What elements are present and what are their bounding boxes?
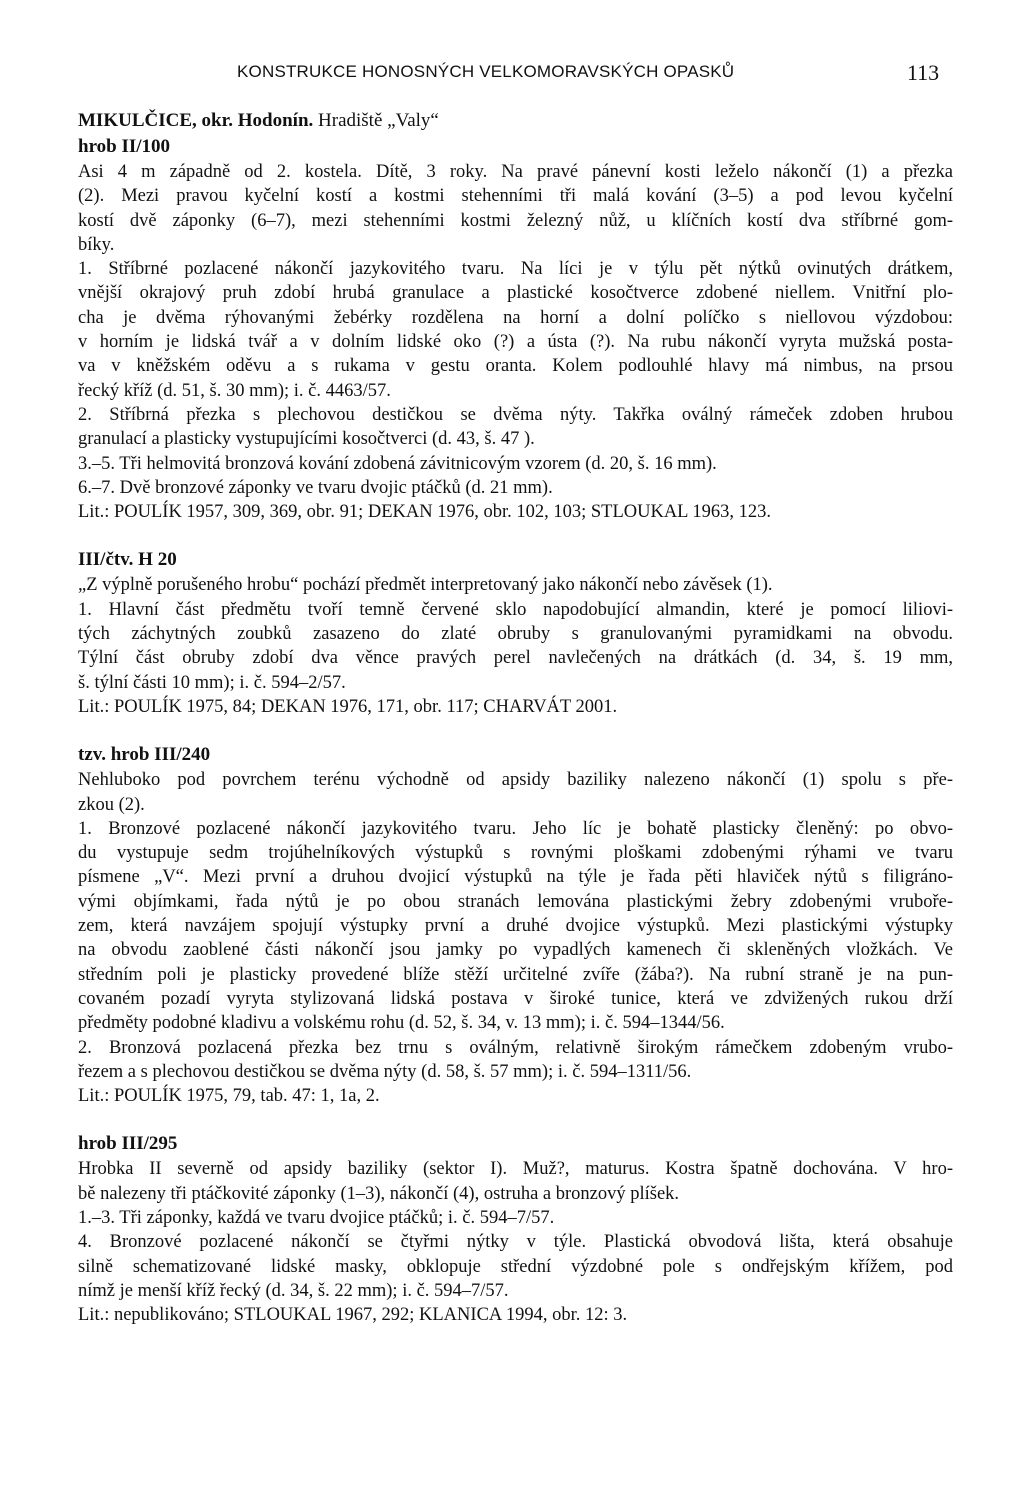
text-line: 1. Hlavní část předmětu tvoří temně červené sklo napodobující almandin, které je pomocí liliovi- xyxy=(78,599,953,620)
site-heading xyxy=(78,108,953,134)
text-line: vnější okrajový pruh zdobí hrubá granulace a plastické kosočtverce zdobené niellem. Vnitřní plo- xyxy=(78,283,953,304)
grave-heading: hrob III/295 xyxy=(78,1133,178,1155)
text-line: Lit.: POULÍK 1957, 309, 369, obr. 91; DEKAN 1976, obr. 102, 103; STLOUKAL 1963, 123. xyxy=(78,502,772,523)
text-line: du vystupuje sedm trojúhelníkových výstupků s rovnými ploškami zdobenými rýhami ve tvaru xyxy=(78,843,953,864)
text-line: řezem a s plechovou destičkou se dvěma nýty (d. 58, š. 57 mm); i. č. 594–1311/56. xyxy=(78,1061,692,1082)
text-line: va v kněžském oděvu a s rukama v gestu oranta. Kolem podlouhlé hlavy má nimbus, na prsou xyxy=(78,356,953,377)
catalog-entry-hrob-iii-295 xyxy=(78,1131,953,1327)
text-line: 2. Bronzová pozlacená přezka bez trnu s oválným, relativně širokým rámečkem zdobeným vrubo- xyxy=(78,1037,953,1058)
text-line: v horním je lidská tvář a v dolním lidské oko (?) a ústa (?). Na rubu nákončí vyryta mužská posta- xyxy=(78,332,953,353)
site-name: MIKULČICE, okr. Hodonín. xyxy=(78,110,314,131)
text-line: zkou (2). xyxy=(78,794,145,815)
text-line: š. týlní části 10 mm); i. č. 594–2/57. xyxy=(78,672,346,693)
catalog-entry-mikulcice xyxy=(78,108,953,524)
text-line: vými objímkami, řada nýtů je po obou stranách lemována plastickými žebry zdobenými vruboře- xyxy=(78,891,953,912)
page-number: 113 xyxy=(907,60,940,85)
running-head: KONSTRUKCE HONOSNÝCH VELKOMORAVSKÝCH OPASKŮ xyxy=(237,62,735,81)
text-line: Hrobka II severně od apsidy baziliky (sektor I). Muž?, maturus. Kostra špatně dochována. V hro- xyxy=(78,1159,953,1180)
text-line: bíky. xyxy=(78,234,115,255)
text-line: zem, která navzájem spojují výstupky první a druhé dvojice výstupků. Mezi plastickými výstupky xyxy=(78,916,953,937)
text-line: kostí dvě záponky (6–7), mezi stehenními kostmi železný nůž, u klíčních kostí dva stříbrné gom- xyxy=(78,210,953,231)
text-line: Lit.: POULÍK 1975, 84; DEKAN 1976, 171, obr. 117; CHARVÁT 2001. xyxy=(78,696,618,717)
text-line: 1. Stříbrné pozlacené nákončí jazykovitého tvaru. Na líci je v týlu pět nýtků ovinutých drátkem, xyxy=(78,259,953,280)
grave-heading: III/čtv. H 20 xyxy=(78,549,177,571)
text-line: předměty podobné kladivu a volskému rohu (d. 52, š. 34, v. 13 mm); i. č. 594–1344/56. xyxy=(78,1013,725,1034)
text-line: středním poli je plasticky provedené blíže stěží určitelné zvíře (žába?). Na rubní straně je na pun- xyxy=(78,964,953,985)
text-line: 2. Stříbrná přezka s plechovou destičkou se dvěma nýty. Takřka oválný rámeček zdoben hrubou xyxy=(78,404,953,425)
text-line: bě nalezeny tři ptáčkovité záponky (1–3), nákončí (4), ostruha a bronzový plíšek. xyxy=(78,1183,680,1204)
text-line: cha je dvěma rýhovanými žebérky rozdělena na horní a dolní políčko s niellovou výzdobou: xyxy=(78,307,953,328)
grave-heading: hrob II/100 xyxy=(78,136,171,157)
text-line: Nehluboko pod povrchem terénu východně od apsidy baziliky nalezeno nákončí (1) spolu s pře- xyxy=(78,770,953,791)
text-line: Týlní část obruby zdobí dva věnce pravých perel navlečených na drátkách (d. 34, š. 19 mm, xyxy=(78,648,953,669)
text-line: písmene „V“. Mezi první a druhou dvojicí výstupků na týle je řada pěti hlaviček nýtů s filigráno- xyxy=(78,867,953,888)
text-line: 1. Bronzové pozlacené nákončí jazykovitého tvaru. Jeho líc je bohatě plasticky členěný: po obvo- xyxy=(78,818,953,839)
site-location: Hradiště „Valy“ xyxy=(313,110,439,131)
text-line: Asi 4 m západně od 2. kostela. Dítě, 3 roky. Na pravé pánevní kosti leželo nákončí (1) a přezka xyxy=(78,162,953,182)
catalog-entry-iii-ctv-h20 xyxy=(78,547,953,719)
text-line: silně schematizované lidské masky, obklopuje střední výzdobné pole s ondřejským křížem, pod xyxy=(78,1256,953,1277)
text-line: „Z výplně porušeného hrobu“ pochází předmět interpretovaný jako nákončí nebo závěsek (1). xyxy=(78,575,773,596)
text-line: granulací a plasticky vystupujícími kosočtverci (d. 43, š. 47 ). xyxy=(78,429,535,450)
text-line: 3.–5. Tři helmovitá bronzová kování zdobená závitnicovým vzorem (d. 20, š. 16 mm). xyxy=(78,453,717,474)
text-line: řecký kříž (d. 51, š. 30 mm); i. č. 4463/57. xyxy=(78,380,391,401)
text-line: 4. Bronzové pozlacené nákončí se čtyřmi nýtky v týle. Plastická obvodová lišta, která obsahuje xyxy=(78,1232,953,1253)
text-line: Lit.: nepublikováno; STLOUKAL 1967, 292; KLANICA 1994, obr. 12: 3. xyxy=(78,1305,628,1326)
text-line: 6.–7. Dvě bronzové záponky ve tvaru dvojic ptáčků (d. 21 mm). xyxy=(78,477,553,498)
catalog-entry-hrob-iii-240 xyxy=(78,742,953,1108)
text-line: Lit.: POULÍK 1975, 79, tab. 47: 1, 1a, 2. xyxy=(78,1086,380,1107)
text-line: nímž je menší kříž řecký (d. 34, š. 22 mm); i. č. 594–7/57. xyxy=(78,1280,509,1301)
grave-heading: tzv. hrob III/240 xyxy=(78,744,211,766)
text-line: 1.–3. Tři záponky, každá ve tvaru dvojice ptáčků; i. č. 594–7/57. xyxy=(78,1207,555,1228)
text-line: covaném pozadí vyryta stylizovaná lidská postava v široké tunice, která ve zdvižených rukou drží xyxy=(78,988,953,1009)
page-content xyxy=(78,108,953,1327)
text-line: (2). Mezi pravou kyčelní kostí a kostmi stehenními tři malá kování (3–5) a pod levou kyčelní xyxy=(78,186,953,207)
text-line: tých záchytných zoubků zasazeno do zlaté obruby s granulovanými pyramidkami na obvodu. xyxy=(78,624,953,645)
text-line: na obvodu zaoblené části nákončí jsou jamky po vypadlých kamenech či skleněných vložkách. Ve xyxy=(78,940,953,961)
